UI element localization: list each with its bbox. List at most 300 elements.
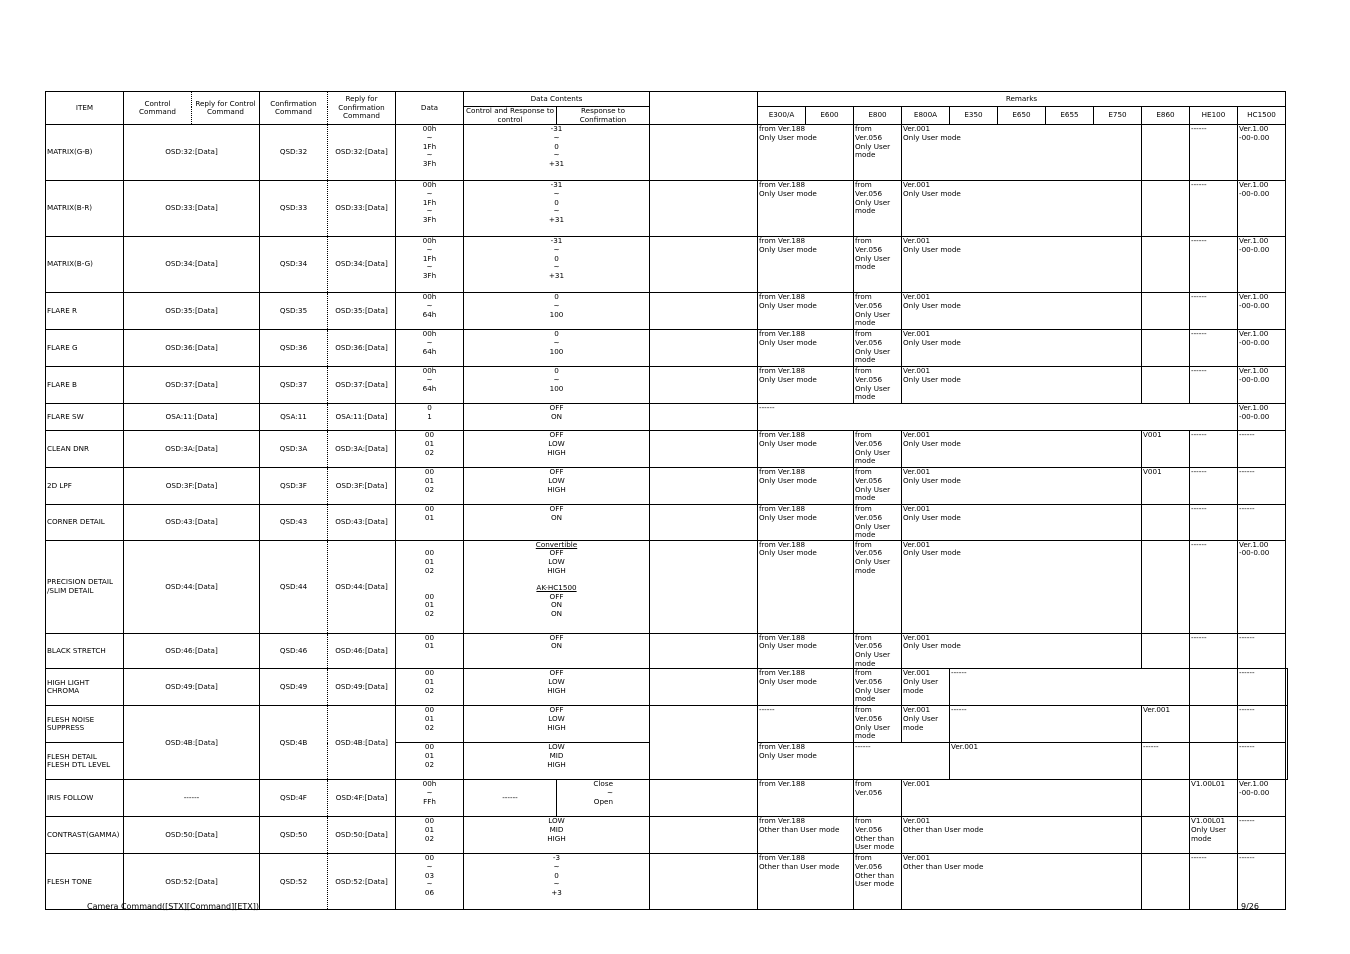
row-reply: OSD:33:[Data] [328,181,396,237]
cell-line: LOW [548,475,565,485]
cell-line: Convertible [535,540,578,549]
remark-e800: from Ver.056 Only User mode [854,706,902,743]
remark-e860 [1142,330,1190,367]
remark-e860 [1142,125,1190,181]
remark-e800: from Ver.056 Only User mode [854,468,902,505]
row-reply: OSD:3A:[Data] [328,431,396,468]
cell-line: PRECISION DETAIL [47,577,113,587]
remark-e300: from Ver.188 Only User mode [758,125,854,181]
remark-e800a: Ver.001 Only User mode [902,431,1142,468]
remark-he100: ------ [1190,854,1238,910]
remark-hc1500: Ver.1.00 -00-0.00 [1238,367,1286,404]
cell-line: 0 [554,141,559,151]
row-control-command: OSD:37:[Data] [124,367,260,404]
remark-e800: from Ver.056 Only User mode [854,330,902,367]
remark-e300: from Ver.188 Only User mode [758,330,854,367]
row-confirmation: QSD:36 [260,330,328,367]
remark-e800: from Ver.056 Only User mode [854,505,902,541]
cell-line: ~ [553,262,560,272]
remark-hc1500: Ver.1.00 -00-0.00 [1238,780,1286,817]
row-data [396,330,464,367]
cell-line: ~ [553,150,560,160]
row-contents [464,633,650,669]
cell-line: HIGH [547,759,566,769]
remark-e800: from Ver.056 Only User mode [854,669,902,706]
remark-e860 [1190,669,1238,706]
remark-he100: V1.00L01 [1190,780,1238,817]
cell-line: 01 [424,641,435,651]
cell-line: 00h [422,236,437,246]
remark-e300: from Ver.188 Only User mode [758,431,854,468]
remark-hc1500: ------ [1238,854,1286,910]
remark-he100: ------ [1190,540,1238,633]
remark-e860 [1142,237,1190,293]
row-data [396,468,464,505]
row-control-command: OSD:34:[Data] [124,237,260,293]
remark-e800: from Ver.056 Only User mode [854,293,902,330]
cell-line: ~ [426,374,433,384]
header-response-confirmation: Response to Confirmation [557,107,650,125]
cell-line: -3 [552,853,561,863]
row-data [396,817,464,854]
remark-hc1500: ------ [1238,431,1286,468]
remark-hc1500: ------ [1238,505,1286,541]
table-row [46,367,1288,404]
cell-line: ~ [553,244,560,254]
table-row [46,404,1288,431]
remark-e800a: Ver.001 Only User mode [902,468,1142,505]
cell-line: ~ [426,206,433,216]
remark-e300: from Ver.188 Only User mode [758,181,854,237]
row-confirmation: QSD:37 [260,367,328,404]
spacer [397,575,462,592]
row-spacer [650,817,758,854]
model-e800a: E800A [902,107,950,125]
cell-line: MID [549,751,564,761]
row-item: MATRIX(B-G) [46,237,124,293]
row-control-command: OSD:44:[Data] [124,540,260,633]
cell-line: 3Fh [422,214,437,224]
cell-line: LOW [548,438,565,448]
cell-line: FLESH NOISE [47,714,95,724]
cell-line: 02 [424,685,435,695]
remark-hc1500: Ver.1.00 -00-0.00 [1238,404,1286,431]
cell-line: HIGH [547,722,566,732]
row-contents [464,540,650,633]
row-item: FLARE G [46,330,124,367]
row-data [396,743,464,780]
header-control-response: Control and Response to control [464,107,557,125]
row-data [396,505,464,541]
row-confirmation: QSD:52 [260,854,328,910]
row-confirmation: QSD:35 [260,293,328,330]
cell-line: 02 [424,565,435,575]
cell-line: 01 [424,600,435,610]
cell-line: Close [593,779,613,789]
row-spacer [650,854,758,910]
remark-e860 [1142,367,1190,404]
cell-line: CHROMA [47,686,80,696]
header-reply-confirmation: Reply for Confirmation Command [328,92,396,125]
cell-line: 00h [422,180,437,190]
header-item: ITEM [46,92,124,125]
remark-e800a: Ver.001 Only User mode [902,706,950,743]
remark-he100: ------ [1238,706,1286,743]
cell-line: 00h [422,329,437,339]
remark-hc1500: ------ [1238,633,1286,669]
remark-e300: from Ver.188 Only User mode [758,505,854,541]
row-reply: OSD:37:[Data] [328,367,396,404]
row-spacer [650,633,758,669]
model-e655: E655 [1046,107,1094,125]
row-spacer [650,404,758,431]
row-confirmation: QSD:43 [260,505,328,541]
cell-line: 100 [549,383,564,393]
remark-e800a: Ver.001 Only User mode [902,237,1142,293]
remark-he100: ------ [1190,125,1238,181]
cell-line: 0 [554,197,559,207]
cell-line: ~ [606,788,613,798]
cell-line: 02 [424,722,435,732]
cell-line: 02 [424,608,435,618]
remark-e800a: Ver.001 Only User mode [902,669,950,706]
remark-hc1500: ------ [1238,468,1286,505]
cell-line: 1Fh [422,197,437,207]
row-spacer [650,505,758,541]
row-confirmation: QSD:50 [260,817,328,854]
row-confirmation: QSA:11 [260,404,328,431]
remark-hc1500 [1286,706,1288,780]
row-data [396,540,464,633]
table-body [46,125,1288,910]
cell-line: ~ [553,132,560,142]
table-row [46,780,1288,817]
cell-line: ON [550,600,563,610]
cell-line: ~ [426,788,433,798]
cell-line: FLESH DTL LEVEL [47,760,111,770]
cell-line: LOW [548,677,565,687]
row-spacer [650,468,758,505]
remark-e300: from Ver.188 Only User mode [758,743,854,780]
row-contents [464,330,650,367]
cell-line: HIGH [547,447,566,457]
cell-line: 00 [424,816,435,826]
cell-line: OFF [549,467,564,477]
cell-line: ON [550,411,563,421]
row-spacer [650,706,758,780]
cell-line: 00h [422,366,437,376]
row-item [46,743,124,780]
row-spacer [650,237,758,293]
remark-e860 [1142,854,1190,910]
remark-e860: Ver.001 [1142,706,1190,743]
remark-e350: ------ [950,706,1142,743]
cell-line: ~ [426,150,433,160]
row-contents [464,431,650,468]
remark-e300: ------ [758,706,854,743]
row-item: CORNER DETAIL [46,505,124,541]
cell-line: 03 [424,870,435,880]
row-reply: OSD:49:[Data] [328,669,396,706]
row-item: CONTRAST(GAMMA) [46,817,124,854]
table-row [46,237,1288,293]
row-control-command: OSD:52:[Data] [124,854,260,910]
cell-line: OFF [549,430,564,440]
header-data-contents: Data Contents [464,92,650,107]
remark-e800: from Ver.056 Only User mode [854,367,902,404]
remark-all-models: ------ [758,404,1238,431]
remark-e860 [1142,293,1190,330]
row-item: FLARE R [46,293,124,330]
cell-line: AK-HC1500 [536,583,577,593]
cell-line: ~ [553,374,560,384]
row-data [396,669,464,706]
row-spacer [650,293,758,330]
row-confirmation: QSD:34 [260,237,328,293]
cell-line: 1Fh [422,141,437,151]
table-row [46,181,1288,237]
row-data [396,780,464,817]
remark-e800a: Ver.001 Only User mode [902,181,1142,237]
row-data [396,181,464,237]
cell-line: 64h [422,346,437,356]
cell-line: 00 [424,668,435,678]
row-reply: OSD:43:[Data] [328,505,396,541]
cell-line: LOW [548,714,565,724]
cell-line: 3Fh [422,270,437,280]
row-confirmation: QSD:4F [260,780,328,817]
row-spacer [650,367,758,404]
row-contents [464,468,650,505]
remark-e800: from Ver.056 [854,780,902,817]
cell-line: OFF [549,668,564,678]
row-confirmation: QSD:46 [260,633,328,669]
remark-e300: from Ver.188 Only User mode [758,237,854,293]
remark-he100: ------ [1190,431,1238,468]
row-control-command: OSD:3A:[Data] [124,431,260,468]
cell-line: OFF [549,591,564,601]
row-confirmation: QSD:44 [260,540,328,633]
remark-e800a: Ver.001 Only User mode [902,293,1142,330]
command-table [45,91,1288,910]
row-reply: OSD:35:[Data] [328,293,396,330]
row-data [396,404,464,431]
remark-hc1500: Ver.1.00 -00-0.00 [1238,181,1286,237]
row-control-command: OSD:36:[Data] [124,330,260,367]
remark-hc1500: Ver.1.00 -00-0.00 [1238,237,1286,293]
remark-e300: from Ver.188 Only User mode [758,633,854,669]
remark-e800a: Ver.001 Other than User mode [902,854,1142,910]
cell-line: +31 [548,158,565,168]
remark-e800: ------ [854,743,950,780]
remark-e860 [1142,780,1190,817]
row-control-command: OSA:11:[Data] [124,404,260,431]
cell-line: 01 [424,714,435,724]
cell-line: OFF [549,633,564,642]
row-item: IRIS FOLLOW [46,780,124,817]
cell-line: 00 [424,504,435,514]
cell-line: ~ [426,132,433,142]
cell-line: 0 [554,870,559,880]
row-control-command: OSD:4B:[Data] [124,706,260,780]
remark-e800a: Ver.001 [902,780,1142,817]
row-spacer [650,125,758,181]
row-item: FLARE SW [46,404,124,431]
cell-line: +3 [551,887,562,897]
row-data [396,237,464,293]
cell-line: 00 [424,467,435,477]
remark-e860 [1142,817,1190,854]
remark-e800: from Ver.056 Only User mode [854,237,902,293]
cell-line: OFF [549,705,564,715]
cell-line: HIGH [547,565,566,575]
cell-line: HIGH [547,833,566,843]
cell-line: OFF [549,403,564,413]
remark-e800: from Ver.056 Other than User mode [854,817,902,854]
model-e750: E750 [1094,107,1142,125]
cell-line: Open [593,796,613,806]
remark-e300: from Ver.188 Only User mode [758,669,854,706]
header-remarks: Remarks [758,92,1286,107]
model-e350: E350 [950,107,998,125]
row-reply: OSD:3F:[Data] [328,468,396,505]
remark-e800a: Ver.001 Only User mode [902,367,1142,404]
cell-line: 0 [554,366,559,376]
row-reply: OSD:32:[Data] [328,125,396,181]
remark-e800: from Ver.056 Only User mode [854,540,902,633]
cell-line: ~ [426,262,433,272]
cell-line: 0 [427,403,432,413]
table-row [46,817,1288,854]
cell-line: +31 [548,214,565,224]
row-contents [464,367,650,404]
row-spacer [650,669,758,706]
cell-line: -31 [550,124,563,134]
row-contents [464,404,650,431]
row-data [396,431,464,468]
cell-line: ~ [553,337,560,347]
model-he100: HE100 [1190,107,1238,125]
remark-e300: from Ver.188 Only User mode [758,367,854,404]
row-item: CLEAN DNR [46,431,124,468]
cell-line: ON [550,641,563,651]
row-item [46,669,124,706]
table-row [46,330,1288,367]
remark-e860 [1142,505,1190,541]
cell-line: 1 [427,411,432,421]
row-reply: OSD:46:[Data] [328,633,396,669]
cell-line: 00 [424,853,435,863]
cell-line: 01 [424,475,435,485]
row-contents [464,817,650,854]
remark-he100: ------ [1190,633,1238,669]
cell-line: 01 [424,557,435,567]
remark-he100: ------ [1238,669,1286,706]
row-control-command: OSD:50:[Data] [124,817,260,854]
cell-line: -31 [550,236,563,246]
cell-line: SUPPRESS [47,723,85,733]
cell-line: 1Fh [422,253,437,263]
table-row [46,505,1288,541]
remark-e350: Ver.001 [950,743,1142,780]
row-spacer [650,181,758,237]
cell-line: ~ [553,862,560,872]
remark-e860b [1190,743,1238,780]
remark-e800a: Ver.001 Only User mode [902,330,1142,367]
model-e650: E650 [998,107,1046,125]
row-control-command: OSD:35:[Data] [124,293,260,330]
remark-e800a: Ver.001 Other than User mode [902,817,1142,854]
footer-title: Camera Command([STX][Command][ETX]) [87,902,260,911]
row-contents [464,743,650,780]
remark-he100: ------ [1190,293,1238,330]
row-confirmation: QSD:3A [260,431,328,468]
row-data [396,633,464,669]
remark-hc1500: Ver.1.00 -00-0.00 [1238,330,1286,367]
row-confirmation: QSD:33 [260,181,328,237]
remark-e800a: Ver.001 Only User mode [902,505,1142,541]
cell-line: LOW [548,816,565,826]
cell-line: ~ [426,188,433,198]
row-contents [464,505,650,541]
row-reply: OSD:52:[Data] [328,854,396,910]
remark-e800a: Ver.001 Only User mode [902,633,1142,669]
row-control-command: OSD:33:[Data] [124,181,260,237]
cell-line: ON [550,512,563,522]
cell-line: HIGH [547,484,566,494]
remark-e860 [1142,181,1190,237]
cell-line: 00 [424,742,435,752]
remark-e800a: Ver.001 Only User mode [902,540,1142,633]
row-contents [464,854,650,910]
cell-line: ~ [426,244,433,254]
header-data: Data [396,92,464,125]
cell-line: ~ [553,300,560,310]
model-hc1500: HC1500 [1238,107,1286,125]
remark-he100: ------ [1190,505,1238,541]
remark-hc1500: Ver.1.00 -00-0.00 [1238,293,1286,330]
remark-e300: from Ver.188 Only User mode [758,293,854,330]
remark-he100: V1.00L01 Only User mode [1190,817,1238,854]
row-control-response: ------ [464,780,557,817]
remark-e300: from Ver.188 Other than User mode [758,817,854,854]
remark-e800a: Ver.001 Only User mode [902,125,1142,181]
cell-line: 100 [549,309,564,319]
row-spacer [650,330,758,367]
remark-hc1500 [1286,669,1288,706]
remark-e800: from Ver.056 Only User mode [854,181,902,237]
row-contents [464,237,650,293]
remark-he100: ------ [1190,468,1238,505]
row-reply: OSA:11:[Data] [328,404,396,431]
cell-line: LOW [548,742,565,752]
remark-e300: from Ver.188 Other than User mode [758,854,854,910]
cell-line: 0 [554,253,559,263]
cell-line: +31 [548,270,565,280]
row-spacer [650,540,758,633]
row-data [396,854,464,910]
header-reply-control: Reply for Control Command [192,92,260,125]
remark-e300: from Ver.188 Only User mode [758,468,854,505]
table-row [46,706,1288,743]
cell-line: FLESH DETAIL [47,751,97,761]
cell-line: ~ [426,879,433,889]
cell-line: 01 [424,512,435,522]
table-row [46,540,1288,633]
cell-line: 01 [424,751,435,761]
row-control-command: OSD:3F:[Data] [124,468,260,505]
row-contents [464,293,650,330]
